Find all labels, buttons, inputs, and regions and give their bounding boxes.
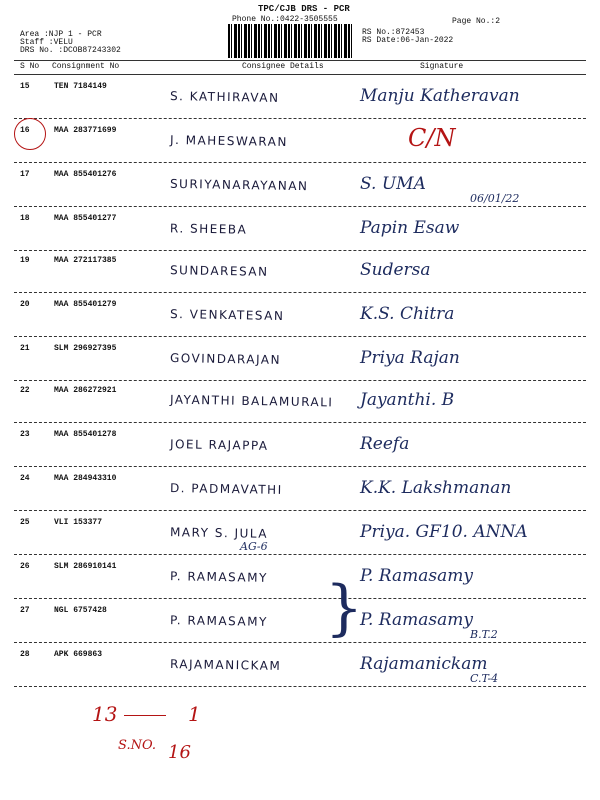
page-number: Page No.:2	[452, 17, 501, 26]
sno-value: 16	[168, 742, 191, 763]
row-sno: 24	[20, 474, 30, 483]
row-consignee-name: R. SHEEBA	[169, 221, 248, 237]
row-signature: Papin Esaw	[360, 218, 460, 238]
row-sno: 19	[20, 256, 30, 265]
row-consignment-no: SLM 296927395	[54, 344, 117, 353]
row-sno: 22	[20, 386, 30, 395]
row-signature: S. UMA	[360, 174, 426, 194]
row-divider	[14, 422, 586, 423]
row-divider	[14, 466, 586, 467]
row-divider	[14, 686, 586, 687]
red-circle-mark	[14, 118, 46, 150]
row-consignment-no: MAA 283771699	[54, 126, 117, 135]
row-consignment-no: MAA 286272921	[54, 386, 117, 395]
table-row	[0, 424, 600, 466]
row-consignment-no: MAA 272117385	[54, 256, 117, 265]
row-signature: P. Ramasamy	[360, 566, 473, 586]
header-rule-bottom	[14, 74, 586, 75]
row-divider	[14, 206, 586, 207]
row-sno: 25	[20, 518, 30, 527]
row-signature-note: B.T.2	[470, 628, 498, 641]
row-sno: 16	[20, 126, 30, 135]
row-consignee-name: P. RAMASAMY	[169, 613, 268, 629]
area-label: Area :NJP 1 - PCR	[20, 30, 102, 39]
row-signature: Reefa	[360, 434, 410, 454]
row-consignment-no: MAA 855401278	[54, 430, 117, 439]
row-signature: Jayanthi. B	[360, 390, 455, 410]
table-row	[0, 644, 600, 686]
col-sno: S No	[20, 62, 40, 71]
staff-label: Staff :VELU	[20, 38, 73, 47]
row-signature: Sudersa	[360, 260, 431, 280]
table-row	[0, 76, 600, 118]
row-signature-note: AG-6	[240, 540, 268, 553]
brace-mark: }	[325, 573, 364, 643]
table-row	[0, 556, 600, 598]
rs-date: RS Date:06-Jan-2022	[362, 36, 454, 45]
row-sno: 27	[20, 606, 30, 615]
row-divider	[14, 642, 586, 643]
table-row	[0, 164, 600, 206]
row-consignee-name: JOEL RAJAPPA	[169, 437, 269, 453]
table-row	[0, 600, 600, 642]
table-row	[0, 208, 600, 250]
row-signature: Rajamanickam	[360, 654, 488, 674]
table-row	[0, 512, 600, 554]
row-sno: 21	[20, 344, 30, 353]
row-consignment-no: NGL 6757428	[54, 606, 107, 615]
row-consignment-no: APK 669863	[54, 650, 103, 659]
row-consignee-name: S. KATHIRAVAN	[169, 89, 280, 105]
row-consignment-no: MAA 855401276	[54, 170, 117, 179]
table-row	[0, 380, 600, 422]
rs-number: RS No.:872453	[362, 28, 425, 37]
drs-number: DRS No. :DCOB87243302	[20, 46, 121, 55]
row-sno: 15	[20, 82, 30, 91]
row-divider	[14, 292, 586, 293]
row-divider	[14, 510, 586, 511]
row-consignee-name: SUNDARESAN	[169, 263, 269, 279]
row-sno: 26	[20, 562, 30, 571]
row-signature: P. Ramasamy	[360, 610, 473, 630]
row-consignee-name: P. RAMASAMY	[169, 569, 268, 585]
row-consignment-no: MAA 855401279	[54, 300, 117, 309]
row-divider	[14, 162, 586, 163]
row-consignee-name: GOVINDARAJAN	[169, 351, 282, 367]
count-dash	[124, 715, 166, 716]
table-row	[0, 120, 600, 162]
row-signature: Priya Rajan	[360, 348, 460, 368]
table-row	[0, 250, 600, 292]
row-sno: 23	[20, 430, 30, 439]
row-consignment-no: VLI 153377	[54, 518, 103, 527]
row-signature-note: C.T-4	[470, 672, 499, 685]
count-right: 1	[188, 702, 201, 726]
row-consignee-name: D. PADMAVATHI	[169, 481, 283, 497]
col-signature: Signature	[420, 62, 464, 71]
row-signature: Priya. GF10. ANNA	[360, 522, 528, 542]
row-sno: 20	[20, 300, 30, 309]
row-consignment-no: MAA 855401277	[54, 214, 117, 223]
header-rule	[14, 60, 586, 61]
row-sno: 28	[20, 650, 30, 659]
row-signature: C/N	[408, 124, 456, 152]
row-consignee-name: SURIYANARAYANAN	[169, 176, 309, 194]
row-consignee-name: JAYANTHI BALAMURALI	[169, 392, 334, 410]
row-consignment-no: SLM 286910141	[54, 562, 117, 571]
row-signature: K.S. Chitra	[360, 304, 455, 324]
row-consignee-name: RAJAMANICKAM	[169, 657, 282, 673]
row-consignee-name: J. MAHESWARAN	[169, 132, 289, 150]
row-divider	[14, 118, 586, 119]
table-row	[0, 468, 600, 510]
col-consignee: Consignee Details	[242, 62, 324, 71]
row-sno: 18	[20, 214, 30, 223]
row-consignment-no: MAA 284943310	[54, 474, 117, 483]
row-consignee-name: S. VENKATESAN	[169, 307, 285, 323]
count-left: 13	[92, 702, 118, 726]
col-consignment: Consignment No	[52, 62, 120, 71]
row-signature: Manju Katheravan	[360, 86, 520, 106]
row-signature-note: 06/01/22	[470, 192, 520, 205]
row-divider	[14, 554, 586, 555]
drs-title: TPC/CJB DRS - PCR	[258, 4, 350, 14]
phone-number: Phone No.:0422-3505555	[232, 15, 338, 24]
table-row	[0, 294, 600, 336]
row-signature: K.K. Lakshmanan	[360, 478, 512, 498]
row-consignment-no: TEN 7184149	[54, 82, 107, 91]
table-row	[0, 338, 600, 380]
row-sno: 17	[20, 170, 30, 179]
row-divider	[14, 336, 586, 337]
row-divider	[14, 598, 586, 599]
row-consignee-name: MARY S. JULA	[169, 525, 269, 541]
sno-label: S.NO.	[118, 738, 156, 753]
barcode	[228, 24, 352, 58]
